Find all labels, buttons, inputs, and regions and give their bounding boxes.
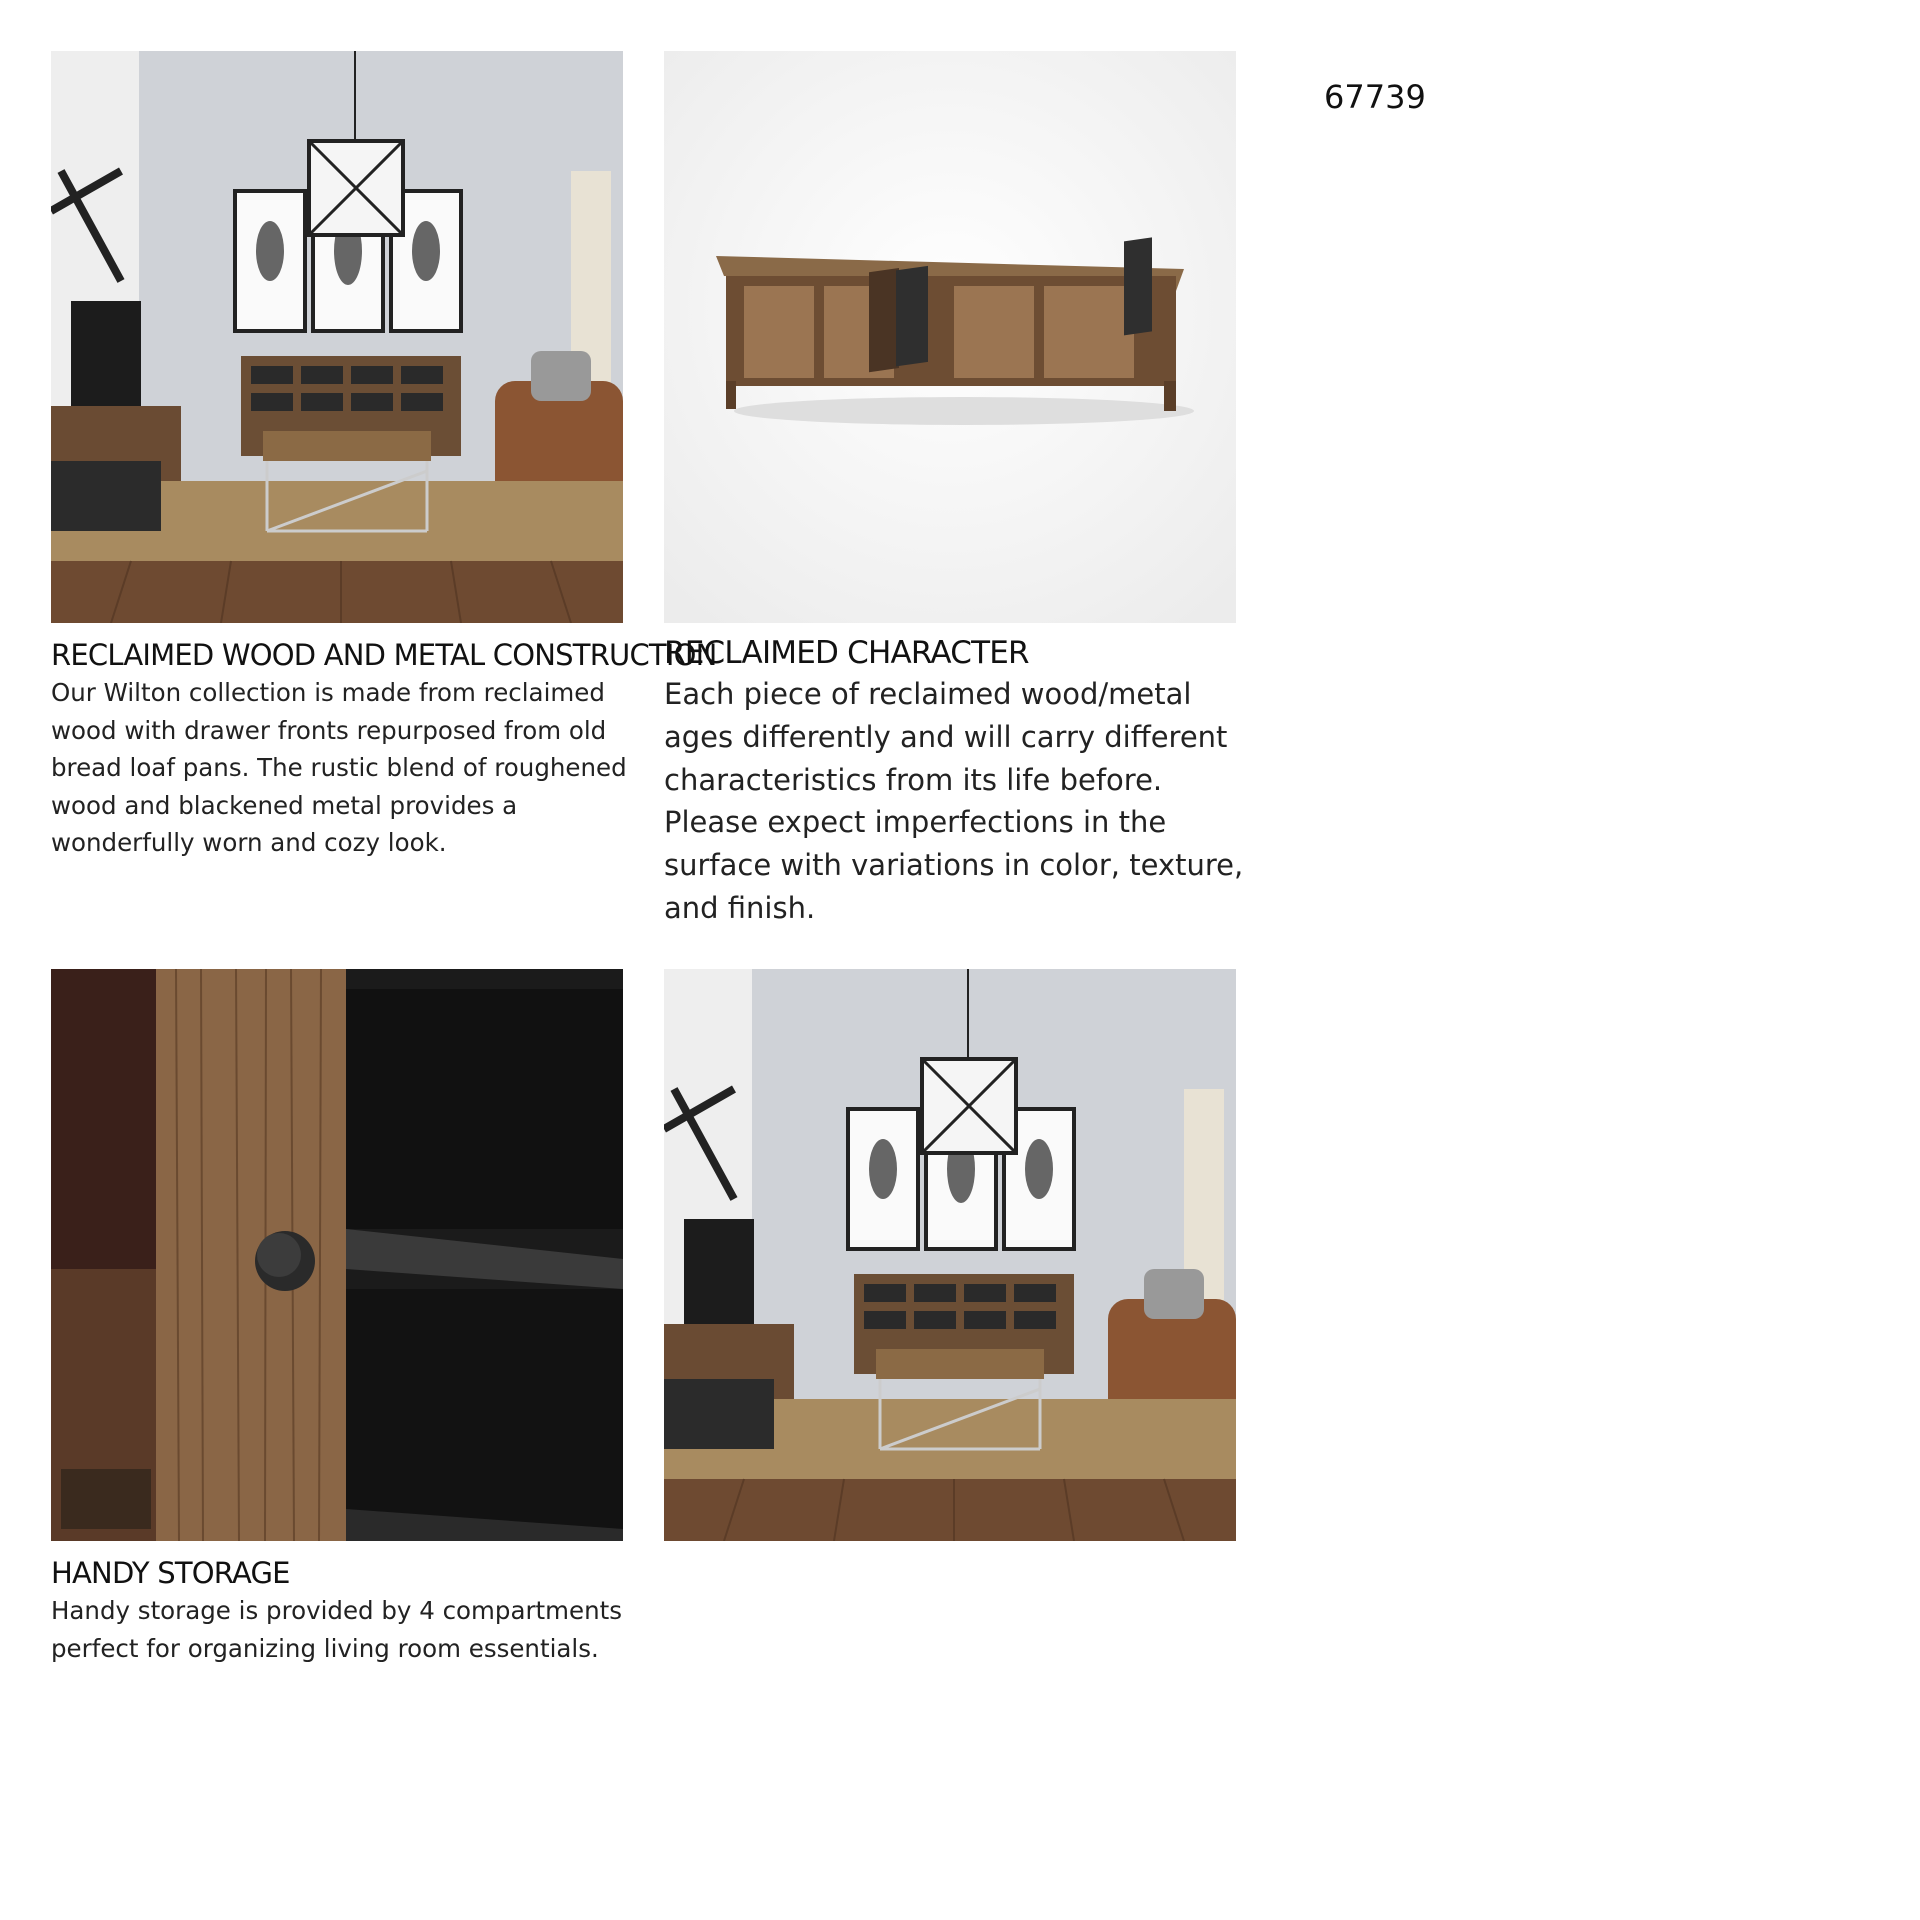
- feature-heading-storage: HANDY STORAGE: [51, 1556, 290, 1590]
- living-room-photo: [51, 51, 623, 623]
- living-room-photo-2: [664, 969, 1236, 1541]
- feature-heading-character: RECLAIMED CHARACTER: [664, 635, 1029, 671]
- feature-body-construction: Our Wilton collection is made from reclaimed wood with drawer fronts repurposed from old bread loaf pans. The rustic blend of roughened wood and blackened metal provides a wonderfully worn and cozy look.: [51, 678, 627, 857]
- product-photo: [664, 51, 1236, 623]
- feature-body-character: Each piece of reclaimed wood/metal ages differently and will carry different characteristics from its life before. Please expect imperfections in the surface with variations in color, texture, and finish.: [664, 677, 1244, 925]
- product-sku: 67739: [1324, 78, 1426, 116]
- feature-body-storage: Handy storage is provided by 4 compartments perfect for organizing living room essentials.: [51, 1596, 622, 1663]
- drawer-detail-photo: [51, 969, 623, 1541]
- feature-heading-construction: RECLAIMED WOOD AND METAL CONSTRUCTION: [51, 638, 717, 672]
